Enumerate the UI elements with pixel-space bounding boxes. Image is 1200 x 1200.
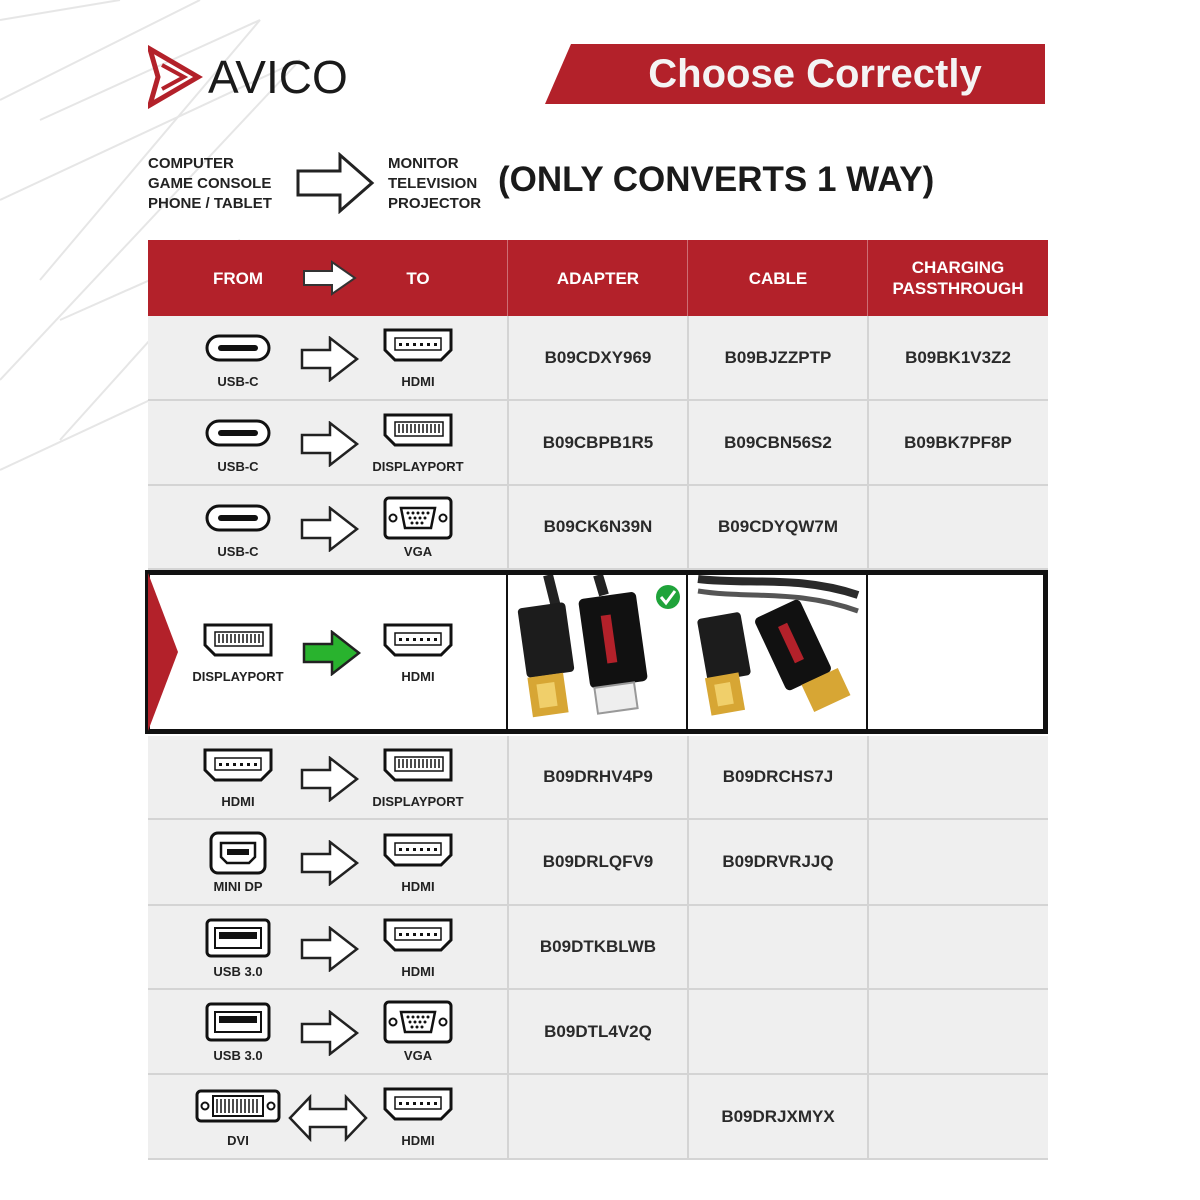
brand-name: AVICO — [208, 51, 348, 103]
connector-label: HDMI — [401, 963, 435, 979]
connector — [358, 486, 478, 568]
compatibility-table — [148, 240, 1048, 1148]
highlighted-row — [145, 570, 1048, 734]
table-row — [148, 736, 1048, 820]
one-way-arrow-icon — [300, 926, 360, 977]
displayport-icon — [381, 411, 455, 455]
target-devices — [388, 154, 481, 214]
connector — [358, 316, 478, 399]
one-way-note: (ONLY CONVERTS 1 WAY) — [498, 160, 935, 199]
one-way-arrow-icon — [300, 421, 360, 472]
connector-label: USB-C — [217, 459, 259, 474]
usb-3-icon — [201, 916, 275, 960]
header-charging-line: CHARGING — [911, 258, 1005, 277]
adapter-asin[interactable]: B09DRHV4P9 — [543, 767, 653, 786]
connector-label: HDMI — [401, 374, 435, 389]
table-header — [148, 240, 1048, 316]
connector — [358, 1075, 478, 1158]
cable-asin[interactable]: B09BJZZPTP — [724, 347, 832, 367]
header-charging-passthrough — [868, 240, 1048, 316]
target-device: MONITOR — [388, 155, 459, 172]
dvi-icon — [195, 1085, 281, 1129]
connector-label: VGA — [403, 543, 433, 559]
cable-asin[interactable]: B09DRVRJJQ — [722, 852, 834, 871]
hdmi-icon — [381, 831, 455, 875]
selected-arrow-icon — [302, 630, 362, 681]
connector — [178, 486, 298, 568]
connector — [178, 990, 298, 1073]
cable-asin[interactable]: B09CBN56S2 — [724, 432, 832, 452]
cable-product-image[interactable] — [688, 575, 866, 734]
connector — [358, 575, 478, 729]
header-adapter: ADAPTER — [556, 268, 640, 288]
logo-mark-icon — [148, 45, 204, 109]
one-way-arrow-icon — [300, 840, 360, 891]
hdmi-icon — [381, 326, 455, 370]
usb-c-icon — [201, 496, 275, 540]
one-way-arrow-icon — [300, 756, 360, 807]
adapter-asin[interactable]: B09DTKBLWB — [539, 937, 657, 956]
connector — [178, 316, 298, 399]
hdmi-icon — [381, 1085, 455, 1129]
connector-label: USB-C — [217, 374, 259, 389]
usb-c-icon — [201, 326, 275, 370]
connector-label: HDMI — [221, 793, 255, 809]
brand-logo — [148, 45, 368, 109]
connector — [178, 401, 298, 484]
connector — [358, 736, 478, 818]
connector-label: HDMI — [401, 878, 435, 894]
connector-label: DVI — [227, 1133, 249, 1148]
banner-title: Choose Correctly — [648, 52, 982, 96]
connector-label: DISPLAYPORT — [372, 459, 464, 474]
check-icon — [508, 575, 686, 729]
connector — [178, 820, 298, 904]
connector-label: DISPLAYPORT — [192, 668, 284, 684]
hdmi-icon — [381, 621, 455, 665]
direction-arrow-icon — [296, 152, 376, 214]
table-row — [148, 316, 1048, 401]
connector — [178, 1075, 298, 1158]
source-device: PHONE / TABLET — [148, 195, 272, 212]
adapter-asin[interactable]: B09CK6N39N — [543, 517, 653, 536]
table-row — [148, 1075, 1048, 1160]
one-way-arrow-icon — [300, 1010, 360, 1061]
table-row — [148, 820, 1048, 906]
title-banner — [545, 44, 1045, 104]
adapter-asin[interactable]: B09DTL4V2Q — [544, 1021, 652, 1041]
connector-label: HDMI — [401, 1133, 435, 1148]
header-cable: CABLE — [748, 268, 808, 288]
vga-icon — [381, 496, 455, 540]
target-device: TELEVISION — [388, 175, 478, 192]
connector-label: DISPLAYPORT — [372, 793, 464, 809]
adapter-asin[interactable]: B09CBPB1R5 — [542, 432, 654, 452]
two-way-arrow-icon — [288, 1093, 368, 1148]
cable-asin[interactable]: B09DRJXMYX — [721, 1106, 835, 1126]
conversion-direction — [148, 150, 1048, 220]
connector — [358, 401, 478, 484]
header-arrow-icon — [302, 260, 358, 296]
connector — [178, 736, 298, 818]
header-from: FROM — [212, 268, 264, 288]
cable-asin[interactable]: B09CDYQW7M — [718, 517, 838, 536]
adapter-asin[interactable]: B09DRLQFV9 — [542, 852, 654, 871]
source-device: COMPUTER — [148, 155, 234, 172]
connector — [358, 820, 478, 904]
connector — [358, 906, 478, 988]
table-row — [148, 990, 1048, 1075]
cable-asin[interactable]: B09DRCHS7J — [722, 767, 834, 786]
adapter-product-image[interactable] — [508, 575, 686, 734]
connector-label: USB 3.0 — [213, 1048, 263, 1063]
source-device: GAME CONSOLE — [148, 175, 272, 192]
connector — [178, 575, 298, 729]
charging-asin[interactable]: B09BK7PF8P — [904, 432, 1012, 452]
adapter-asin[interactable]: B09CDXY969 — [544, 347, 652, 367]
target-device: PROJECTOR — [388, 195, 482, 212]
usb-c-icon — [201, 411, 275, 455]
charging-asin[interactable]: B09BK1V3Z2 — [905, 347, 1011, 367]
one-way-arrow-icon — [300, 336, 360, 387]
table-row — [148, 486, 1048, 570]
header-charging-line: PASSTHROUGH — [892, 279, 1024, 298]
usb-3-icon — [201, 1000, 275, 1044]
connector-label: MINI DP — [213, 878, 263, 894]
displayport-icon — [381, 746, 455, 790]
hdmi-icon — [381, 916, 455, 960]
table-row — [148, 401, 1048, 486]
table-row — [148, 906, 1048, 990]
vga-icon — [381, 1000, 455, 1044]
hdmi-icon — [201, 746, 275, 790]
connector-label: USB 3.0 — [213, 963, 263, 979]
source-devices — [148, 154, 272, 214]
header-to: TO — [406, 268, 430, 288]
connector — [178, 906, 298, 988]
connector-label: VGA — [403, 1048, 433, 1063]
displayport-icon — [201, 621, 275, 665]
mini-dp-icon — [201, 831, 275, 875]
connector-label: USB-C — [217, 543, 259, 559]
one-way-arrow-icon — [300, 506, 360, 557]
connector-label: HDMI — [401, 668, 435, 684]
connector — [358, 990, 478, 1073]
